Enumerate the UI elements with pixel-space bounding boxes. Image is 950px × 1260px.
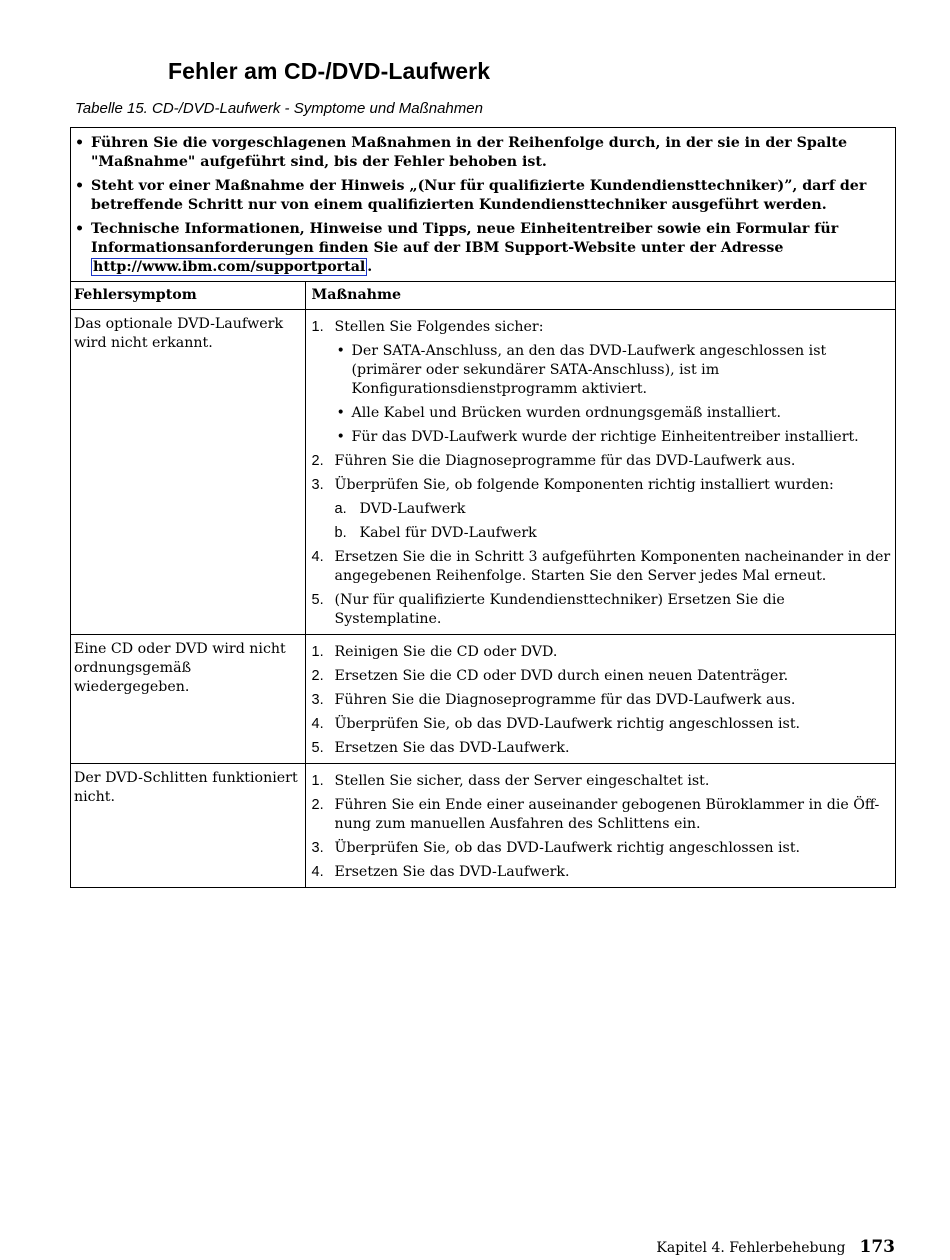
bullet-icon: • — [336, 405, 345, 421]
action-step — [312, 548, 892, 586]
sub-item-text: DVD-Laufwerk — [359, 501, 466, 517]
sub-item-text: Kabel für DVD-Laufwerk — [359, 525, 537, 541]
bullet-icon: • — [75, 178, 85, 194]
action-step — [312, 452, 892, 471]
action-step — [312, 772, 892, 791]
step-number: 1. — [311, 773, 324, 789]
step-number: 4. — [311, 549, 324, 565]
sub-item — [335, 428, 892, 447]
page-title: Fehler am CD-/DVD-Laufwerk — [168, 58, 491, 84]
step-number: 3. — [311, 692, 324, 708]
bullet-icon: • — [336, 343, 345, 359]
sub-item — [335, 500, 892, 519]
sub-list — [335, 342, 892, 447]
sub-item — [335, 342, 892, 399]
table-body — [71, 310, 895, 888]
symptom-cell: Eine CD oder DVD wird nicht ordnungsgemäß wiedergegeben. — [71, 635, 305, 764]
step-number: 5. — [311, 592, 324, 608]
step-text: Führen Sie die Diagnoseprogramme für das DVD-Laufwerk aus. — [334, 453, 796, 469]
table-row — [71, 310, 895, 635]
action-step — [312, 691, 892, 710]
sub-item — [335, 404, 892, 423]
table-header-row — [71, 282, 895, 310]
action-cell — [305, 310, 895, 635]
step-text: Ersetzen Sie das DVD-Laufwerk. — [334, 740, 570, 756]
action-step — [312, 667, 892, 686]
step-text: Überprüfen Sie, ob folgende Komponenten richtig installiert wurden: — [334, 477, 834, 493]
symptom-table — [71, 282, 895, 887]
step-number: 4. — [311, 864, 324, 880]
table-row — [71, 764, 895, 888]
action-step — [312, 591, 892, 629]
step-number: 2. — [311, 453, 324, 469]
action-step — [312, 715, 892, 734]
action-steps — [312, 318, 892, 629]
note-item — [74, 220, 885, 277]
bullet-icon: • — [75, 135, 85, 151]
step-text: Reinigen Sie die CD oder DVD. — [334, 644, 558, 660]
step-number: 1. — [311, 644, 324, 660]
symptom-cell: Das optionale DVD-Laufwerk wird nicht erkannt. — [74, 316, 284, 351]
action-step — [312, 796, 892, 834]
action-step — [312, 739, 892, 758]
note-text: Steht vor einer Maßnahme der Hinweis „(Nur für qualifizierte Kundendiensttechniker)”, darf der betreffende Schritt nur von einem qualifizierten Kundendiensttechniker ausgeführt werden. — [91, 178, 867, 213]
step-number: 3. — [311, 840, 324, 856]
bullet-icon: • — [336, 429, 345, 445]
column-header-symptom: Fehlersymptom — [71, 282, 305, 310]
sub-item-text: Der SATA-Anschluss, an den das DVD-Laufwerk angeschlossen ist (primärer oder sekundärer SATA-Anschluss), ist im Konfigurationsdienstprogramm aktiviert. — [351, 343, 827, 397]
action-step — [312, 643, 892, 662]
table-row — [71, 635, 895, 764]
note-text: Führen Sie die vorgeschlagenen Maßnahmen in der Reihenfolge durch, in der sie in der Spalte "Maßnahme" aufgeführt sind, bis der Fehler behoben ist. — [91, 135, 848, 170]
table-notes — [71, 128, 895, 282]
action-step — [312, 318, 892, 447]
note-item — [74, 177, 885, 215]
action-step — [312, 863, 892, 882]
step-text: Führen Sie die Diagnoseprogramme für das DVD-Laufwerk aus. — [334, 692, 796, 708]
note-text: Technische Informationen, Hinweise und Tipps, neue Einheitentreiber sowie ein Formular für Informationsanforderungen finden Sie auf der IBM Support-Website unter der Adresse — [91, 221, 839, 256]
page-footer — [656, 1237, 895, 1257]
action-steps — [312, 772, 892, 882]
action-steps — [312, 643, 892, 758]
page-number: 173 — [859, 1237, 895, 1257]
symptom-table-frame — [70, 127, 896, 888]
step-number: 2. — [311, 797, 324, 813]
step-text: Ersetzen Sie die CD oder DVD durch einen neuen Datenträger. — [334, 668, 789, 684]
sub-item — [335, 524, 892, 543]
action-cell — [305, 764, 895, 888]
footer-chapter: Kapitel 4. Fehlerbehebung — [656, 1240, 846, 1256]
step-text: Ersetzen Sie das DVD-Laufwerk. — [334, 864, 570, 880]
table-caption: Tabelle 15. CD-/DVD-Laufwerk - Symptome und Maßnahmen — [75, 100, 483, 117]
step-text: Überprüfen Sie, ob das DVD-Laufwerk richtig angeschlossen ist. — [334, 716, 801, 732]
step-text: (Nur für qualifizierte Kundendiensttechniker) Ersetzen Sie die Systemplatine. — [334, 592, 785, 627]
symptom-cell: Der DVD-Schlitten funktioniert nicht. — [71, 764, 305, 888]
step-text: Stellen Sie Folgendes sicher: — [334, 319, 544, 335]
note-text-end: . — [367, 259, 373, 275]
column-header-action: Maßnahme — [305, 282, 895, 310]
action-step — [312, 839, 892, 858]
sub-item-text: Für das DVD-Laufwerk wurde der richtige Einheitentreiber installiert. — [351, 429, 859, 445]
step-text: Ersetzen Sie die in Schritt 3 aufgeführten Komponenten nacheinander in der angegebenen Reihenfolge. Starten Sie den Server jedes Mal erneut. — [334, 549, 891, 584]
step-text: Führen Sie ein Ende einer auseinander gebogenen Büroklammer in die Öff-nung zum manuellen Ausfahren des Schlittens ein. — [334, 797, 880, 832]
sub-item-letter: a. — [334, 501, 347, 517]
step-number: 5. — [311, 740, 324, 756]
step-number: 2. — [311, 668, 324, 684]
sub-item-text: Alle Kabel und Brücken wurden ordnungsgemäß installiert. — [351, 405, 781, 421]
action-step — [312, 476, 892, 543]
sub-item-letter: b. — [334, 525, 347, 541]
note-item — [74, 134, 885, 172]
sub-list — [335, 500, 892, 543]
step-text: Stellen Sie sicher, dass der Server eingeschaltet ist. — [334, 773, 710, 789]
step-number: 4. — [311, 716, 324, 732]
action-cell — [305, 635, 895, 764]
step-number: 1. — [311, 319, 324, 335]
step-text: Überprüfen Sie, ob das DVD-Laufwerk richtig angeschlossen ist. — [334, 840, 801, 856]
step-number: 3. — [311, 477, 324, 493]
bullet-icon: • — [75, 221, 85, 237]
support-link[interactable]: http://www.ibm.com/supportportal — [93, 259, 366, 275]
